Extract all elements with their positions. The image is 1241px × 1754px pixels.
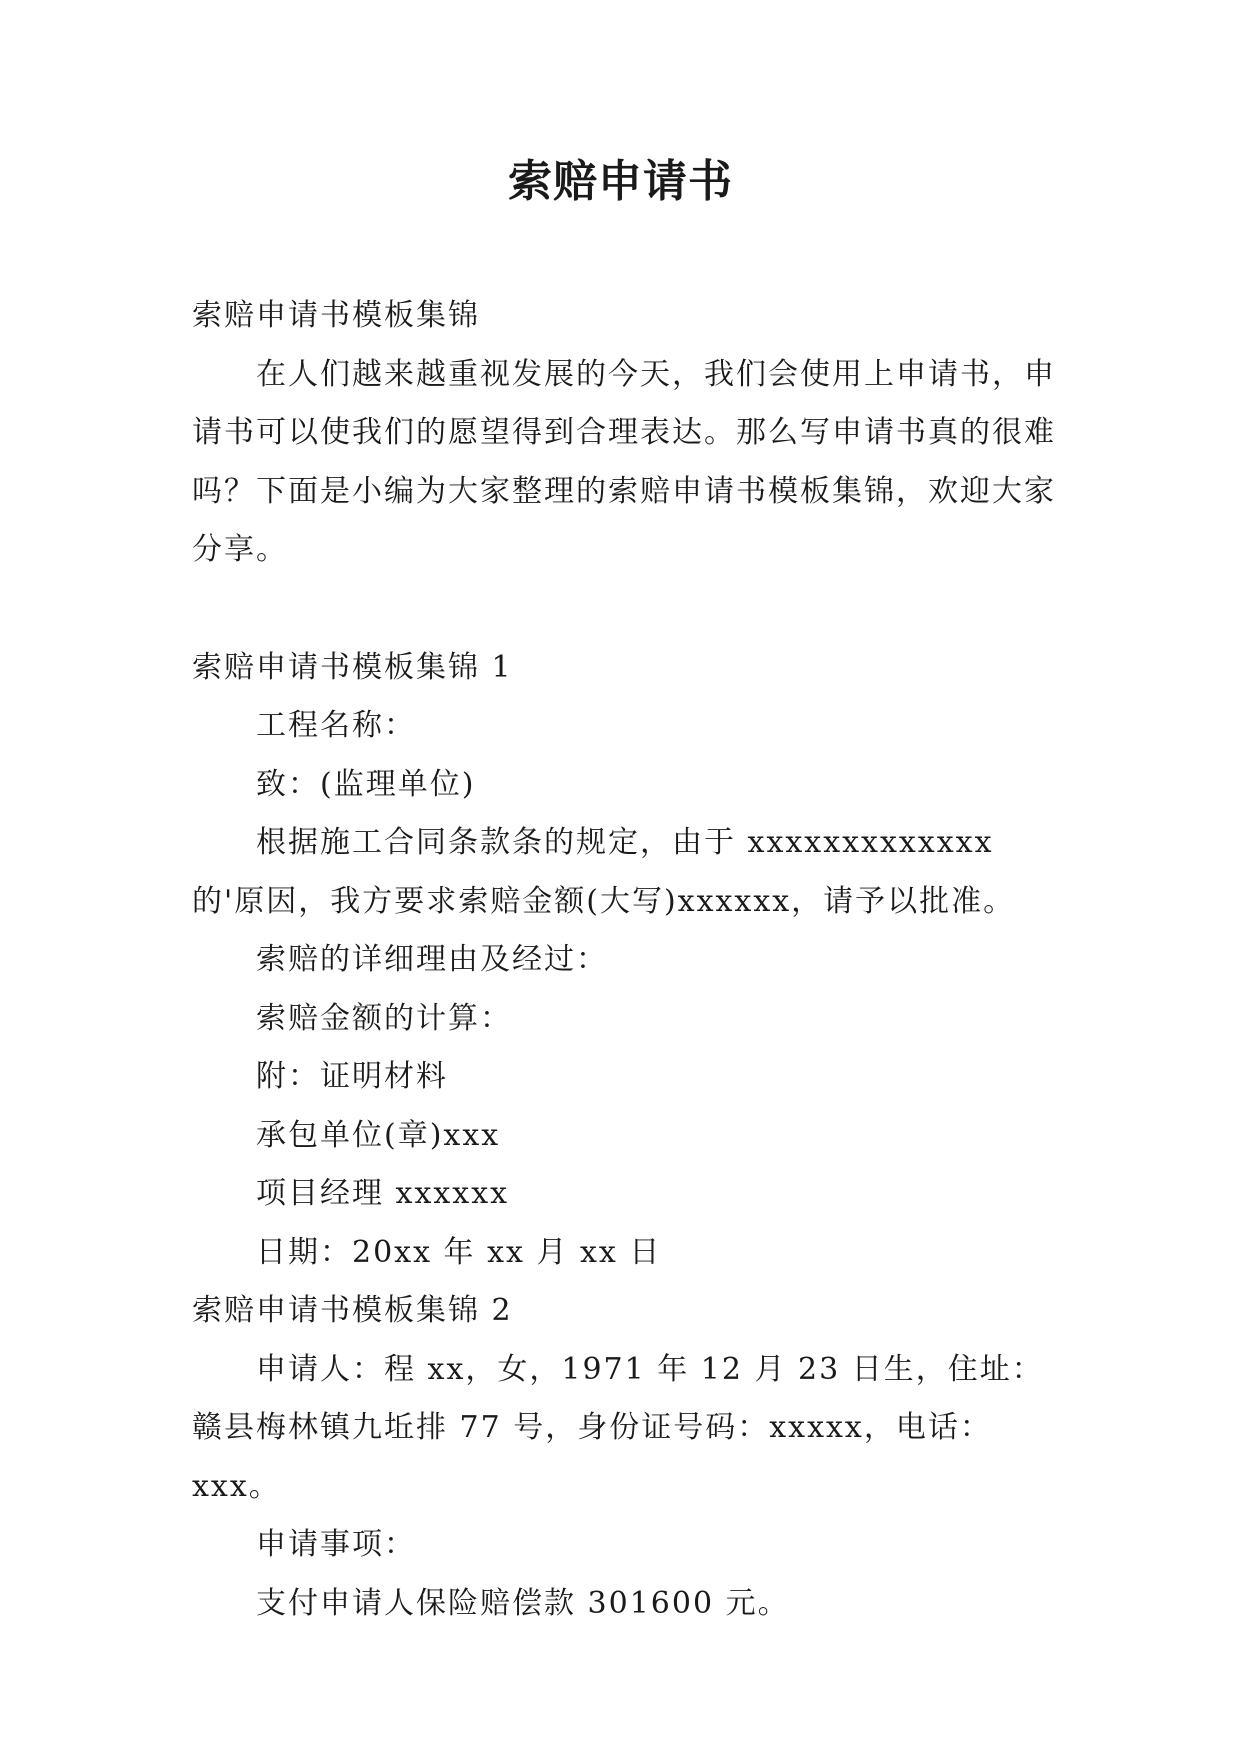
section2-heading: 索赔申请书模板集锦 2: [192, 1293, 513, 1328]
claim-calculation-line: 索赔金额的计算：: [256, 1000, 512, 1036]
intro-heading: 索赔申请书模板集锦: [192, 298, 480, 333]
matters-label: 申请事项：: [256, 1527, 416, 1562]
document-body: [192, 287, 1062, 1633]
addressee-line: 致：(监理单位): [256, 766, 476, 802]
claim-reason-line: 索赔的详细理由及经过：: [256, 942, 608, 977]
date-line: 日期：20xx 年 xx 月 xx 日: [256, 1234, 662, 1270]
section1-heading: 索赔申请书模板集锦 1: [192, 649, 513, 685]
project-name-line: 工程名称：: [256, 708, 416, 743]
document-title: 索赔申请书: [508, 156, 733, 207]
matters-line: 支付申请人保险赔偿款 301600 元。: [256, 1585, 790, 1621]
project-manager-line: 项目经理 xxxxxx: [256, 1176, 510, 1211]
claim-basis-paragraph: 根据施工合同条款条的规定，由于 xxxxxxxxxxxxx 的'原因，我方要求索赔金额(大写)xxxxxx，请予以批准。: [192, 825, 1016, 919]
spacer: [192, 580, 1062, 639]
intro-paragraph: 在人们越来越重视发展的今天，我们会使用上申请书，申请书可以使我们的愿望得到合理表达。那么写申请书真的很难吗？下面是小编为大家整理的索赔申请书模板集锦，欢迎大家分享。: [192, 356, 1056, 567]
contractor-line: 承包单位(章)xxx: [256, 1117, 501, 1153]
attachment-line: 附：证明材料: [256, 1059, 448, 1094]
applicant-paragraph: 申请人：程 xx，女，1971 年 12 月 23 日生，住址：赣县梅林镇九坵排 77 号，身份证号码：xxxxx，电话：xxx。: [192, 1351, 1044, 1504]
